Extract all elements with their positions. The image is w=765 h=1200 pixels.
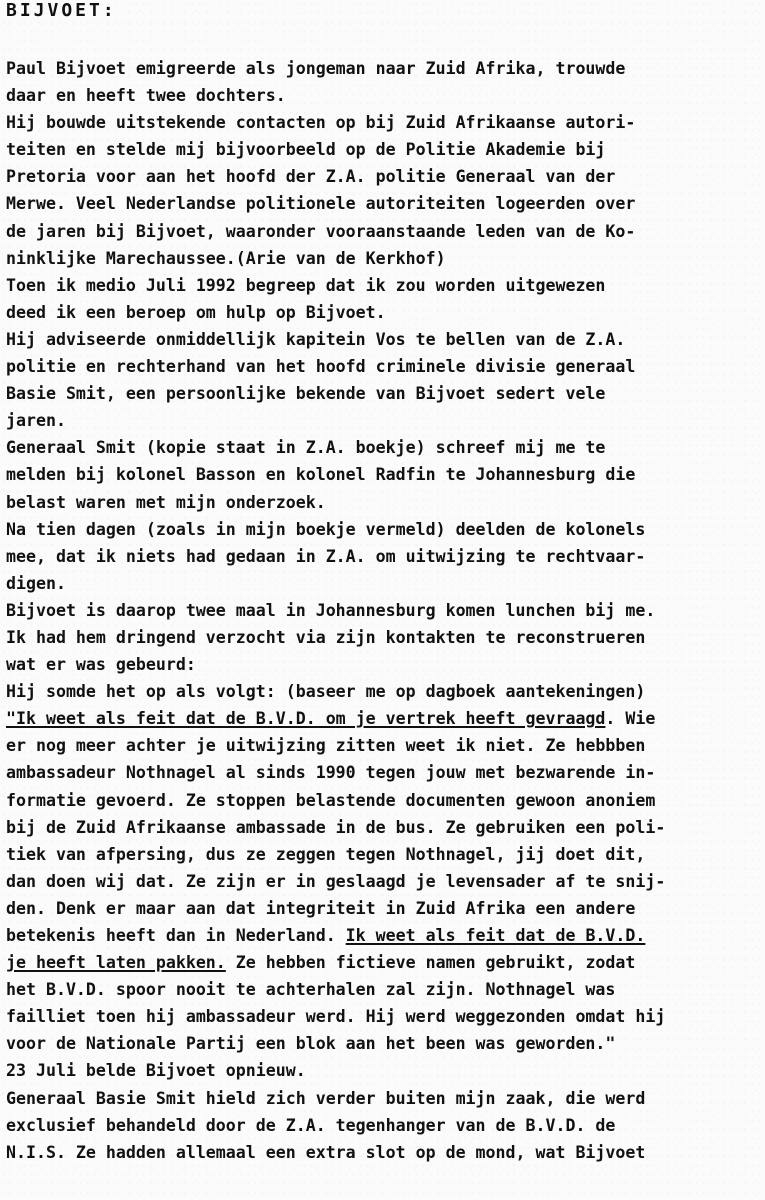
text-segment: voor de Nationale Partij een blok aan het been was geworden." — [6, 1034, 616, 1054]
text-line — [6, 922, 758, 949]
text-line — [6, 434, 758, 461]
text-line — [6, 1112, 758, 1139]
text-line — [6, 732, 758, 759]
text-segment: Generaal Smit (kopie staat in Z.A. boekje) schreef mij me te — [6, 438, 606, 458]
text-segment: melden bij kolonel Basson en kolonel Radfin te Johannesburg die — [6, 465, 636, 485]
text-line — [6, 678, 758, 705]
text-segment: er nog meer achter je uitwijzing zitten weet ik niet. Ze hebbben — [6, 736, 646, 756]
text-segment: de jaren bij Bijvoet, waaronder vooraanstaande leden van de Ko- — [6, 221, 636, 241]
text-line — [6, 895, 758, 922]
text-line — [6, 299, 758, 326]
text-line — [6, 651, 758, 678]
text-line — [6, 272, 758, 299]
text-line — [6, 55, 758, 82]
text-segment: tiek van afpersing, dus ze zeggen tegen Nothnagel, jij doet dit, — [6, 844, 646, 864]
text-segment: dan doen wij dat. Ze zijn er in geslaagd je levensader af te snij- — [6, 871, 666, 891]
text-segment: digen. — [6, 573, 66, 593]
text-segment: Na tien dagen (zoals in mijn boekje vermeld) deelden de kolonels — [6, 519, 646, 539]
text-segment: belast waren met mijn onderzoek. — [6, 492, 326, 512]
text-segment: Ze hebben fictieve namen gebruikt, zodat — [225, 953, 636, 973]
text-segment: politie en rechterhand van het hoofd criminele divisie generaal — [6, 357, 636, 377]
text-segment: . Wie — [605, 709, 656, 729]
text-line — [6, 543, 758, 570]
text-line — [6, 1057, 758, 1084]
underlined-text: je heeft laten pakken. — [6, 953, 226, 973]
text-segment: N.I.S. Ze hadden allemaal een extra slot op de mond, wat Bijvoet — [6, 1142, 646, 1162]
text-line — [6, 868, 758, 895]
text-segment: Merwe. Veel Nederlandse politionele autoriteiten logeerden over — [6, 194, 636, 214]
text-line — [6, 326, 758, 353]
text-line — [6, 1003, 758, 1030]
text-line — [6, 787, 758, 814]
text-segment: daar en heeft twee dochters. — [6, 86, 286, 106]
text-line — [6, 814, 758, 841]
text-line — [6, 624, 758, 651]
text-segment: ninklijke Marechaussee.(Arie van de Kerkhof) — [6, 248, 446, 268]
text-segment: Ik had hem dringend verzocht via zijn kontakten te reconstrueren — [6, 627, 646, 647]
text-line — [6, 516, 758, 543]
underlined-text: Ik weet als feit dat de B.V.D. — [345, 926, 646, 945]
text-line — [6, 1030, 758, 1057]
text-segment: deed ik een beroep om hulp op Bijvoet. — [6, 302, 386, 322]
text-line — [6, 136, 758, 163]
text-segment: wat er was gebeurd: — [6, 655, 196, 675]
text-line — [6, 597, 758, 624]
text-line — [6, 949, 758, 976]
text-segment: Pretoria voor aan het hoofd der Z.A. politie Generaal van der — [6, 167, 616, 187]
text-segment: jaren. — [6, 411, 66, 431]
text-line — [6, 841, 758, 868]
text-line — [6, 570, 758, 597]
text-line — [6, 1139, 758, 1166]
text-line — [6, 489, 758, 516]
text-line — [6, 218, 758, 245]
text-segment: failliet toen hij ambassadeur werd. Hij werd weggezonden omdat hij — [6, 1007, 666, 1027]
text-segment: Basie Smit, een persoonlijke bekende van Bijvoet sedert vele — [6, 384, 606, 404]
text-line — [6, 82, 758, 109]
text-line — [6, 245, 758, 272]
text-segment: Hij adviseerde onmiddellijk kapitein Vos te bellen van de Z.A. — [6, 329, 626, 349]
text-segment: exclusief behandeld door de Z.A. tegenhanger van de B.V.D. de — [6, 1115, 616, 1135]
text-segment: Hij somde het op als volgt: (baseer me op dagboek aantekeningen) — [6, 682, 646, 702]
text-segment: Hij bouwde uitstekende contacten op bij Zuid Afrikaanse autori- — [6, 113, 636, 133]
text-line — [6, 163, 758, 190]
text-segment: ambassadeur Nothnagel al sinds 1990 tegen jouw met bezwarende in- — [6, 763, 656, 783]
text-segment: den. Denk er maar aan dat integriteit in Zuid Afrika een andere — [6, 898, 636, 918]
text-segment: 23 Juli belde Bijvoet opnieuw. — [6, 1061, 306, 1081]
text-line — [6, 407, 758, 434]
underlined-text: "Ik weet als feit dat de B.V.D. om je vertrek heeft gevraagd — [6, 709, 606, 729]
text-segment: Paul Bijvoet emigreerde als jongeman naar Zuid Afrika, trouwde — [6, 59, 626, 78]
text-segment: mee, dat ik niets had gedaan in Z.A. om uitwijzing te rechtvaar- — [6, 546, 646, 566]
text-line — [6, 109, 758, 136]
text-segment: Generaal Basie Smit hield zich verder buiten mijn zaak, die werd — [6, 1088, 646, 1108]
text-line — [6, 976, 758, 1003]
text-line — [6, 190, 758, 217]
text-segment: Toen ik medio Juli 1992 begreep dat ik zou worden uitgewezen — [6, 275, 606, 295]
text-segment: betekenis heeft dan in Nederland. — [6, 926, 346, 945]
text-line — [6, 759, 758, 786]
document-heading: BIJVOET: — [6, 0, 117, 21]
text-line — [6, 353, 758, 380]
text-segment: Bijvoet is daarop twee maal in Johannesburg komen lunchen bij me. — [6, 600, 656, 620]
text-segment: het B.V.D. spoor nooit te achterhalen zal zijn. Nothnagel was — [6, 980, 616, 1000]
text-line — [6, 380, 758, 407]
text-segment: bij de Zuid Afrikaanse ambassade in de bus. Ze gebruiken een poli- — [6, 817, 666, 837]
text-segment: teiten en stelde mij bijvoorbeeld op de Politie Akademie bij — [6, 140, 606, 160]
text-line — [6, 461, 758, 488]
text-line — [6, 705, 758, 732]
text-line — [6, 1085, 758, 1112]
text-segment: formatie gevoerd. Ze stoppen belastende documenten gewoon anoniem — [6, 790, 656, 810]
document-body — [6, 55, 758, 1166]
